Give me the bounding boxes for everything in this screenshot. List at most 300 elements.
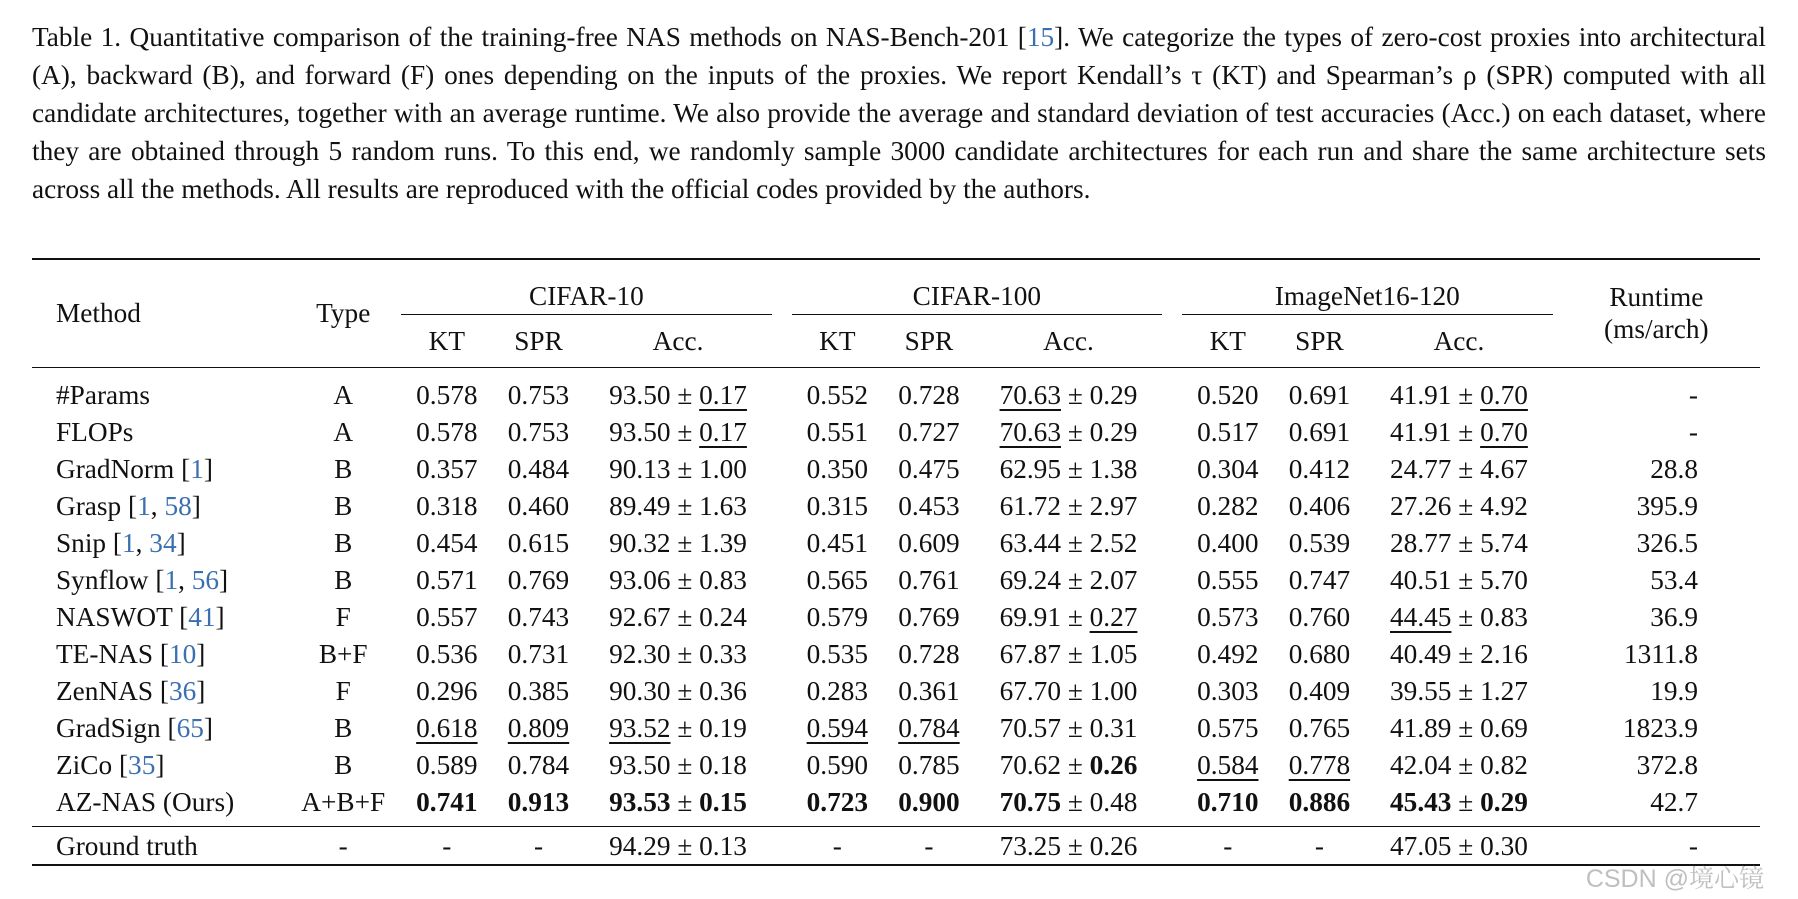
acc-std: 5.74 bbox=[1480, 527, 1528, 558]
table-row bbox=[32, 635, 1760, 672]
type-value: B bbox=[334, 453, 353, 484]
acc-cell bbox=[1365, 709, 1552, 746]
acc-mean: 61.72 bbox=[999, 490, 1061, 521]
header-row-datasets bbox=[32, 259, 1760, 315]
table-row bbox=[32, 524, 1760, 561]
acc-std: 1.05 bbox=[1089, 638, 1138, 669]
acc-std: 0.33 bbox=[699, 638, 747, 669]
acc-cell bbox=[584, 413, 771, 450]
runtime-cell bbox=[1553, 709, 1760, 746]
plus-minus: ± bbox=[677, 453, 693, 484]
spr-value: 0.747 bbox=[1288, 564, 1351, 595]
kt-value: - bbox=[832, 830, 842, 861]
acc-cell bbox=[975, 827, 1162, 866]
kt-value: - bbox=[442, 830, 452, 861]
type-value: B bbox=[334, 749, 353, 780]
kt-cell bbox=[401, 524, 493, 561]
citation-link[interactable]: 1 bbox=[137, 490, 151, 521]
table-row bbox=[32, 827, 1760, 866]
acc-cell bbox=[1365, 561, 1552, 598]
spr-value: 0.409 bbox=[1288, 675, 1351, 706]
acc-cell bbox=[975, 487, 1162, 524]
results-table bbox=[32, 258, 1760, 866]
spr-value: 0.784 bbox=[507, 749, 570, 780]
acc-mean: 70.63 bbox=[999, 416, 1061, 447]
acc-mean: 69.91 bbox=[999, 601, 1061, 632]
plus-minus: ± bbox=[1067, 786, 1083, 817]
kt-cell bbox=[792, 672, 884, 709]
plus-minus: ± bbox=[1067, 830, 1083, 861]
acc-cell bbox=[1365, 450, 1552, 487]
spr-cell bbox=[883, 783, 975, 827]
method-cell: ZiCo [35] bbox=[56, 749, 165, 780]
acc-mean: 93.50 bbox=[609, 379, 671, 410]
runtime-value: 28.8 bbox=[1650, 453, 1698, 484]
acc-std: 0.17 bbox=[699, 416, 747, 447]
plus-minus: ± bbox=[677, 490, 693, 521]
method-cell: NASWOT [41] bbox=[56, 601, 225, 632]
acc-mean: 24.77 bbox=[1390, 453, 1452, 484]
spr-cell bbox=[1274, 450, 1366, 487]
kt-value: 0.579 bbox=[806, 601, 869, 632]
kt-value: 0.555 bbox=[1197, 564, 1259, 595]
kt-value: 0.517 bbox=[1197, 416, 1259, 447]
citation-link[interactable]: 10 bbox=[168, 638, 197, 669]
kt-value: 0.578 bbox=[416, 379, 478, 410]
plus-minus: ± bbox=[1067, 675, 1083, 706]
spr-value: - bbox=[924, 830, 934, 861]
method-name: TE-NAS bbox=[56, 638, 154, 669]
acc-mean: 93.06 bbox=[609, 564, 671, 595]
spr-cell bbox=[1274, 487, 1366, 524]
acc-cell bbox=[584, 827, 771, 866]
kt-value: 0.565 bbox=[806, 564, 869, 595]
spr-value: 0.680 bbox=[1288, 638, 1351, 669]
type-value: F bbox=[335, 675, 351, 706]
spr-value: 0.385 bbox=[507, 675, 570, 706]
type-cell bbox=[285, 746, 401, 783]
kt-cell bbox=[1182, 368, 1274, 414]
type-value: - bbox=[338, 830, 348, 861]
acc-cell bbox=[584, 598, 771, 635]
acc-mean: 67.70 bbox=[999, 675, 1061, 706]
runtime-value: 326.5 bbox=[1636, 527, 1698, 558]
table-body bbox=[32, 368, 1760, 866]
kt-cell bbox=[1182, 524, 1274, 561]
spr-value: 0.761 bbox=[898, 564, 960, 595]
acc-cell bbox=[975, 368, 1162, 414]
acc-mean: 94.29 bbox=[609, 830, 671, 861]
table-row bbox=[32, 783, 1760, 827]
acc-mean: 70.57 bbox=[999, 712, 1061, 743]
acc-cell bbox=[584, 524, 771, 561]
plus-minus: ± bbox=[677, 749, 693, 780]
runtime-value: - bbox=[1688, 416, 1698, 447]
acc-std: 0.15 bbox=[699, 786, 747, 817]
method-name: Ground truth bbox=[56, 830, 198, 861]
kt-cell bbox=[401, 783, 493, 827]
spr-value: 0.769 bbox=[898, 601, 960, 632]
spr-value: 0.753 bbox=[507, 416, 570, 447]
spr-value: 0.769 bbox=[507, 564, 570, 595]
spr-cell bbox=[1274, 561, 1366, 598]
runtime-header-label: Runtime bbox=[1609, 281, 1704, 312]
spr-value: - bbox=[533, 830, 544, 861]
acc-cell bbox=[975, 746, 1162, 783]
acc-std: 0.30 bbox=[1480, 830, 1528, 861]
type-cell bbox=[285, 827, 401, 866]
plus-minus: ± bbox=[1458, 786, 1474, 817]
acc-cell bbox=[975, 598, 1162, 635]
acc-std: 0.83 bbox=[699, 564, 747, 595]
kt-value: 0.304 bbox=[1197, 453, 1259, 484]
kt-cell bbox=[1182, 672, 1274, 709]
spr-value: 0.615 bbox=[507, 527, 570, 558]
acc-std: 0.27 bbox=[1089, 601, 1138, 632]
kt-cell bbox=[792, 783, 884, 827]
acc-cell bbox=[584, 561, 771, 598]
spr-cell bbox=[883, 524, 975, 561]
acc-cell bbox=[584, 783, 771, 827]
type-value: B+F bbox=[318, 638, 368, 669]
plus-minus: ± bbox=[1067, 416, 1083, 447]
plus-minus: ± bbox=[1458, 490, 1474, 521]
type-value: B bbox=[334, 527, 353, 558]
spr-cell bbox=[883, 709, 975, 746]
kt-header: KT bbox=[428, 326, 466, 356]
kt-cell bbox=[401, 598, 493, 635]
acc-mean: 42.04 bbox=[1390, 749, 1452, 780]
citation-link[interactable]: 1 bbox=[164, 564, 179, 595]
acc-mean: 47.05 bbox=[1390, 830, 1452, 861]
acc-std: 5.70 bbox=[1480, 564, 1528, 595]
acc-mean: 90.30 bbox=[609, 675, 671, 706]
spr-value: 0.691 bbox=[1288, 379, 1351, 410]
plus-minus: ± bbox=[1067, 379, 1083, 410]
kt-cell bbox=[792, 524, 884, 561]
acc-mean: 41.89 bbox=[1390, 712, 1452, 743]
kt-value: - bbox=[1223, 830, 1233, 861]
kt-value: 0.584 bbox=[1197, 749, 1259, 780]
spr-header: SPR bbox=[1295, 326, 1344, 356]
table-row bbox=[32, 672, 1760, 709]
plus-minus: ± bbox=[677, 786, 693, 817]
citation-link[interactable]: 56 bbox=[191, 564, 220, 595]
spr-cell bbox=[1274, 368, 1366, 414]
spr-value: 0.743 bbox=[507, 601, 570, 632]
kt-cell bbox=[401, 487, 493, 524]
acc-mean: 93.53 bbox=[609, 786, 671, 817]
plus-minus: ± bbox=[677, 379, 693, 410]
runtime-cell bbox=[1553, 598, 1760, 635]
kt-value: 0.557 bbox=[416, 601, 478, 632]
plus-minus: ± bbox=[677, 564, 693, 595]
kt-value: 0.350 bbox=[806, 453, 869, 484]
acc-cell bbox=[1365, 783, 1552, 827]
runtime-value: 19.9 bbox=[1650, 675, 1698, 706]
plus-minus: ± bbox=[1458, 601, 1474, 632]
kt-value: 0.571 bbox=[416, 564, 478, 595]
kt-value: 0.552 bbox=[806, 379, 869, 410]
kt-value: 0.283 bbox=[806, 675, 869, 706]
acc-std: 1.00 bbox=[1089, 675, 1138, 706]
spr-cell bbox=[1274, 635, 1366, 672]
citation-link[interactable]: 34 bbox=[149, 527, 177, 558]
plus-minus: ± bbox=[1458, 749, 1474, 780]
spr-cell bbox=[1274, 783, 1366, 827]
runtime-cell bbox=[1553, 487, 1760, 524]
kt-cell bbox=[401, 827, 493, 866]
acc-header: Acc. bbox=[1433, 326, 1485, 356]
acc-std: 2.97 bbox=[1089, 490, 1138, 521]
kt-value: 0.451 bbox=[806, 527, 869, 558]
spr-cell bbox=[493, 524, 585, 561]
acc-mean: 90.13 bbox=[609, 453, 671, 484]
plus-minus: ± bbox=[1458, 675, 1474, 706]
spr-value: 0.900 bbox=[898, 786, 960, 817]
spr-value: 0.913 bbox=[507, 786, 570, 817]
spr-cell bbox=[883, 561, 975, 598]
method-name: FLOPs bbox=[56, 416, 134, 447]
runtime-value: 1311.8 bbox=[1623, 638, 1698, 669]
spr-cell bbox=[1274, 746, 1366, 783]
kt-cell bbox=[792, 368, 884, 414]
dataset-header-imagenet: ImageNet16-120 bbox=[1182, 259, 1553, 315]
kt-cell bbox=[1182, 487, 1274, 524]
acc-mean: 92.67 bbox=[609, 601, 671, 632]
caption-citation[interactable]: 15 bbox=[1026, 22, 1055, 52]
table-row bbox=[32, 450, 1760, 487]
acc-std: 1.38 bbox=[1089, 453, 1138, 484]
acc-mean: 45.43 bbox=[1390, 786, 1452, 817]
acc-cell bbox=[584, 672, 771, 709]
citation-link[interactable]: 35 bbox=[128, 749, 156, 780]
type-header: Type bbox=[316, 297, 371, 328]
table-row bbox=[32, 413, 1760, 450]
acc-std: 2.16 bbox=[1480, 638, 1528, 669]
kt-cell bbox=[792, 487, 884, 524]
acc-cell bbox=[584, 487, 771, 524]
acc-std: 0.70 bbox=[1480, 416, 1528, 447]
acc-std: 0.17 bbox=[699, 379, 747, 410]
spr-cell bbox=[1274, 524, 1366, 561]
acc-cell bbox=[1365, 635, 1552, 672]
spr-cell bbox=[883, 598, 975, 635]
plus-minus: ± bbox=[1067, 490, 1083, 521]
citation-link[interactable]: 1 bbox=[121, 527, 136, 558]
acc-mean: 70.63 bbox=[999, 379, 1061, 410]
spr-cell bbox=[493, 672, 585, 709]
kt-cell bbox=[792, 746, 884, 783]
plus-minus: ± bbox=[1458, 527, 1474, 558]
method-name: Snip bbox=[56, 527, 107, 558]
citation-link[interactable]: 36 bbox=[168, 675, 197, 706]
caption-text-end: ]. We categorize the types of zero-cost proxies into architectural (A), backward (B), and forward (F) ones depending on the inputs of the proxies. We report Kendall’s τ (KT) and Spearman’s ρ (SPR) computed with all candidate architectures, together with an average runtime. We also provide the average and standard deviation of test accuracies (Acc.) on each dataset, where they are obtained through 5 random runs. To this end, we randomly sample 3000 candidate architectures for each run and share the same architecture sets across all the methods. All results are reproduced with the official codes provided by the authors. bbox=[32, 22, 1766, 204]
acc-cell bbox=[975, 783, 1162, 827]
kt-value: 0.575 bbox=[1197, 712, 1259, 743]
spr-cell bbox=[1274, 413, 1366, 450]
spr-cell bbox=[1274, 598, 1366, 635]
runtime-header-unit: (ms/arch) bbox=[1604, 313, 1709, 344]
method-cell: TE-NAS [10] bbox=[56, 638, 206, 669]
acc-mean: 62.95 bbox=[999, 453, 1061, 484]
kt-cell bbox=[401, 368, 493, 414]
kt-value: 0.357 bbox=[416, 453, 478, 484]
runtime-cell bbox=[1553, 783, 1760, 827]
acc-header: Acc. bbox=[652, 326, 704, 356]
acc-std: 1.63 bbox=[699, 490, 747, 521]
acc-mean: 40.49 bbox=[1390, 638, 1452, 669]
kt-cell bbox=[792, 413, 884, 450]
acc-cell bbox=[1365, 368, 1552, 414]
acc-std: 4.67 bbox=[1480, 453, 1528, 484]
acc-cell bbox=[1365, 524, 1552, 561]
spr-value: 0.784 bbox=[898, 712, 960, 743]
acc-std: 0.69 bbox=[1480, 712, 1528, 743]
kt-value: 0.573 bbox=[1197, 601, 1259, 632]
acc-cell bbox=[584, 450, 771, 487]
acc-mean: 27.26 bbox=[1390, 490, 1452, 521]
runtime-header bbox=[1553, 259, 1760, 368]
table-caption bbox=[32, 18, 1766, 208]
spr-value: 0.453 bbox=[898, 490, 960, 521]
kt-cell bbox=[792, 450, 884, 487]
acc-std: 0.29 bbox=[1089, 416, 1138, 447]
kt-value: 0.315 bbox=[806, 490, 869, 521]
spr-cell bbox=[493, 450, 585, 487]
acc-std: 1.00 bbox=[699, 453, 747, 484]
method-cell: Snip [1, 34] bbox=[56, 527, 186, 558]
acc-mean: 69.24 bbox=[999, 564, 1061, 595]
acc-std: 0.36 bbox=[699, 675, 747, 706]
method-name: ZenNAS bbox=[56, 675, 154, 706]
runtime-value: 42.7 bbox=[1650, 786, 1698, 817]
kt-value: 0.296 bbox=[416, 675, 478, 706]
type-value: A bbox=[333, 416, 354, 447]
kt-value: 0.282 bbox=[1197, 490, 1259, 521]
spr-value: 0.731 bbox=[507, 638, 570, 669]
acc-std: 0.31 bbox=[1089, 712, 1138, 743]
kt-cell bbox=[792, 635, 884, 672]
spr-value: 0.361 bbox=[898, 675, 960, 706]
citation-link[interactable]: 1 bbox=[190, 453, 204, 484]
acc-std: 0.29 bbox=[1089, 379, 1138, 410]
kt-value: 0.618 bbox=[416, 712, 478, 743]
type-value: F bbox=[335, 601, 351, 632]
acc-std: 0.29 bbox=[1480, 786, 1528, 817]
acc-std: 0.26 bbox=[1089, 749, 1138, 780]
type-cell bbox=[285, 368, 401, 414]
runtime-value: 1823.9 bbox=[1622, 712, 1698, 743]
acc-cell bbox=[1365, 746, 1552, 783]
spr-value: 0.727 bbox=[898, 416, 960, 447]
spr-cell bbox=[883, 827, 975, 866]
kt-cell bbox=[401, 450, 493, 487]
dataset-header-cifar10: CIFAR-10 bbox=[401, 259, 772, 315]
acc-cell bbox=[975, 450, 1162, 487]
type-cell bbox=[285, 635, 401, 672]
acc-cell bbox=[975, 561, 1162, 598]
acc-std: 0.48 bbox=[1089, 786, 1138, 817]
spr-cell bbox=[883, 413, 975, 450]
acc-cell bbox=[975, 709, 1162, 746]
acc-std: 0.13 bbox=[699, 830, 747, 861]
method-cell bbox=[32, 827, 285, 866]
acc-std: 0.26 bbox=[1089, 830, 1138, 861]
spr-value: 0.728 bbox=[898, 638, 960, 669]
runtime-cell bbox=[1553, 413, 1760, 450]
kt-cell bbox=[401, 413, 493, 450]
citation-link[interactable]: 41 bbox=[188, 601, 216, 632]
acc-cell bbox=[975, 413, 1162, 450]
acc-std: 0.24 bbox=[699, 601, 747, 632]
type-cell bbox=[285, 413, 401, 450]
acc-header: Acc. bbox=[1043, 326, 1094, 356]
acc-mean: 41.91 bbox=[1390, 379, 1452, 410]
plus-minus: ± bbox=[1067, 749, 1083, 780]
plus-minus: ± bbox=[1458, 416, 1474, 447]
type-cell bbox=[285, 450, 401, 487]
kt-value: 0.594 bbox=[806, 712, 869, 743]
kt-cell bbox=[1182, 450, 1274, 487]
runtime-cell bbox=[1553, 368, 1760, 414]
kt-value: 0.400 bbox=[1197, 527, 1259, 558]
method-cell: GradNorm [1] bbox=[56, 453, 213, 484]
spr-cell bbox=[1274, 672, 1366, 709]
type-cell bbox=[285, 487, 401, 524]
method-cell: Synflow [1, 56] bbox=[56, 564, 229, 595]
type-cell bbox=[285, 561, 401, 598]
spr-cell bbox=[1274, 827, 1366, 866]
runtime-cell bbox=[1553, 524, 1760, 561]
type-cell bbox=[285, 524, 401, 561]
kt-value: 0.536 bbox=[416, 638, 478, 669]
acc-cell bbox=[975, 524, 1162, 561]
runtime-value: - bbox=[1688, 379, 1698, 410]
plus-minus: ± bbox=[1458, 379, 1474, 410]
kt-value: 0.520 bbox=[1197, 379, 1259, 410]
citation-link[interactable]: 65 bbox=[176, 712, 204, 743]
acc-std: 0.19 bbox=[699, 712, 747, 743]
spr-cell bbox=[493, 598, 585, 635]
plus-minus: ± bbox=[1458, 830, 1474, 861]
spr-header: SPR bbox=[904, 326, 954, 356]
type-cell bbox=[285, 672, 401, 709]
type-value: B bbox=[334, 564, 353, 595]
spr-value: 0.406 bbox=[1288, 490, 1351, 521]
plus-minus: ± bbox=[1067, 527, 1083, 558]
spr-value: 0.475 bbox=[898, 453, 960, 484]
spr-value: 0.778 bbox=[1288, 749, 1351, 780]
table-row bbox=[32, 746, 1760, 783]
plus-minus: ± bbox=[677, 638, 693, 669]
spr-value: 0.460 bbox=[507, 490, 570, 521]
kt-cell bbox=[1182, 746, 1274, 783]
kt-value: 0.723 bbox=[806, 786, 869, 817]
citation-link[interactable]: 58 bbox=[164, 490, 192, 521]
plus-minus: ± bbox=[1067, 638, 1083, 669]
acc-cell bbox=[584, 746, 771, 783]
acc-cell bbox=[975, 635, 1162, 672]
kt-cell bbox=[1182, 635, 1274, 672]
kt-cell bbox=[1182, 561, 1274, 598]
plus-minus: ± bbox=[1458, 453, 1474, 484]
acc-mean: 40.51 bbox=[1390, 564, 1452, 595]
spr-value: 0.484 bbox=[507, 453, 570, 484]
spr-cell bbox=[493, 413, 585, 450]
method-name: #Params bbox=[56, 379, 151, 410]
acc-cell bbox=[1365, 598, 1552, 635]
